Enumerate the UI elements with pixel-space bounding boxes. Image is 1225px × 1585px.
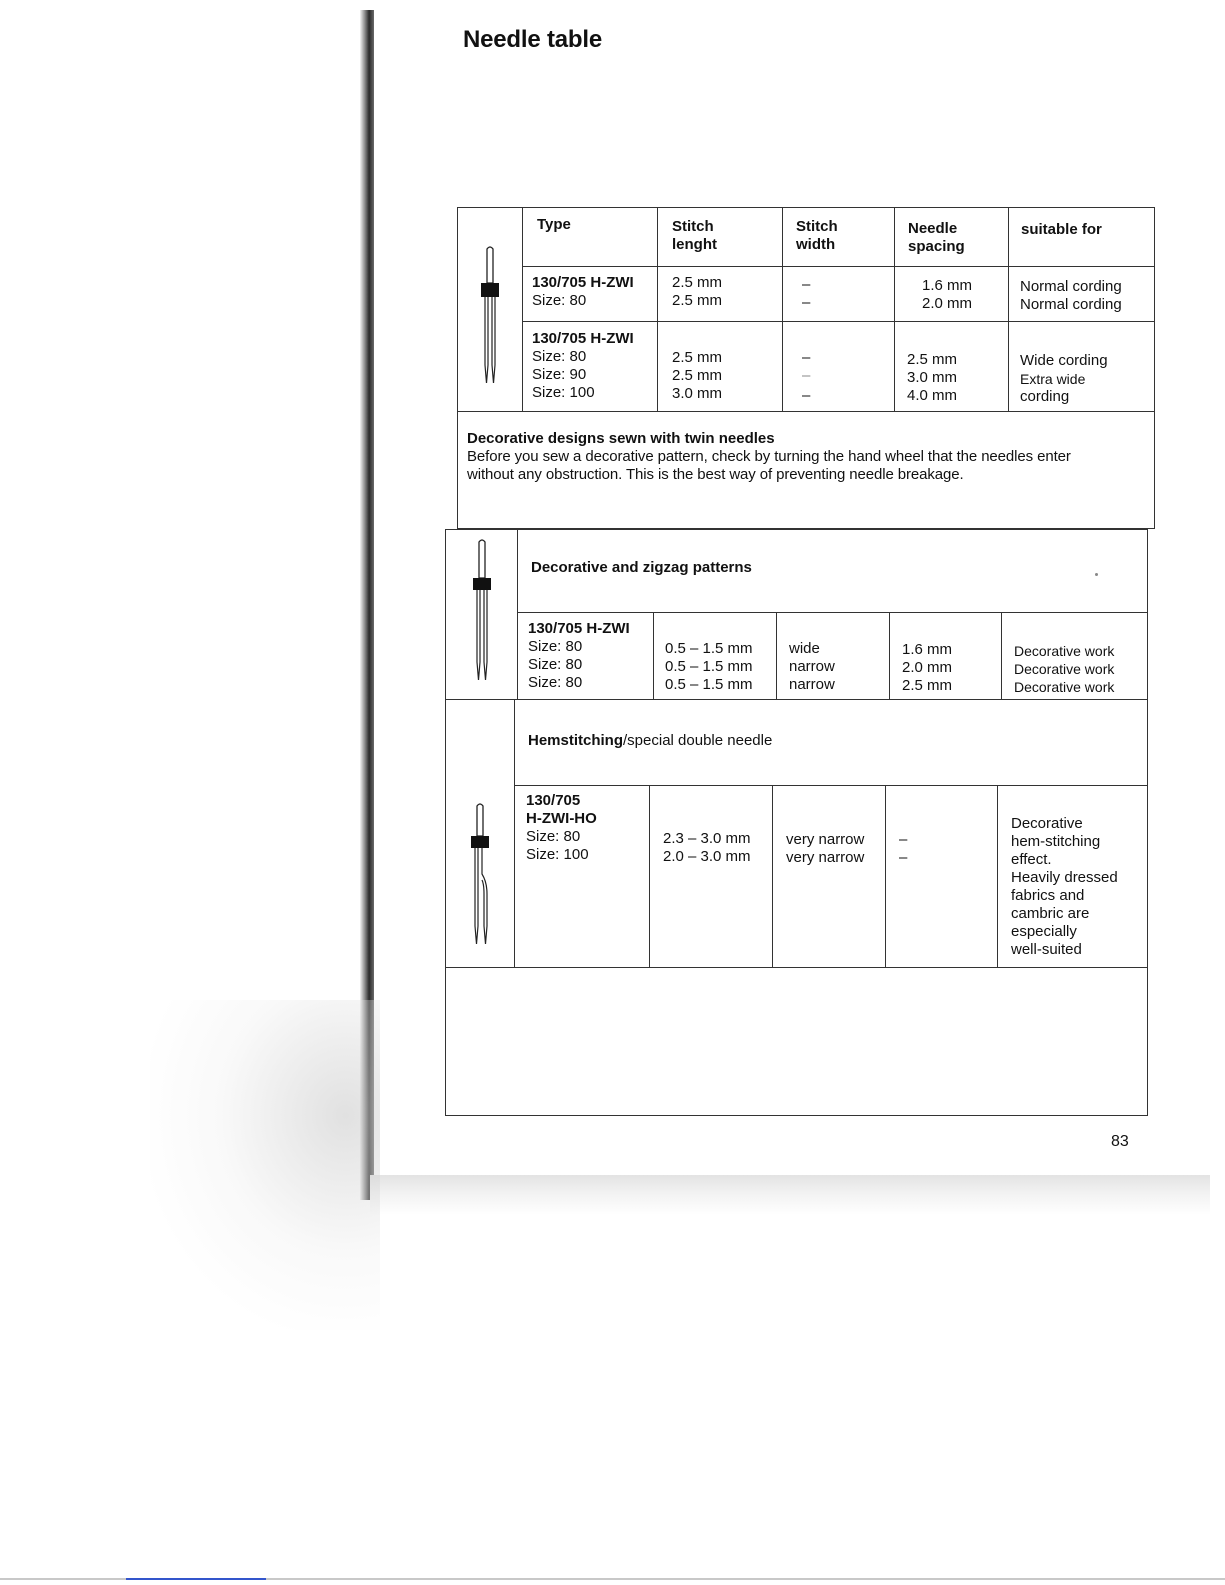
section1-size: Size: 80 — [528, 638, 583, 655]
header-suitable-for: suitable for — [1021, 221, 1102, 238]
row2-stitch-length: 2.5 mm — [672, 349, 723, 366]
section1-stitch-width: narrow — [789, 676, 835, 693]
note-body-line: Before you sew a decorative pattern, check by turning the hand wheel that the needles enter — [467, 448, 1071, 465]
section1-suitable-for: Decorative work — [1014, 643, 1115, 659]
section2-col-divider — [772, 785, 773, 967]
section2-stitch-length: 2.0 – 3.0 mm — [663, 848, 751, 865]
header-type: Type — [537, 216, 571, 233]
table1-bottom-divider — [457, 411, 1155, 412]
row2-size: Size: 80 — [532, 348, 587, 365]
section1-col-divider — [653, 612, 654, 699]
section2-suitable-for: effect. — [1011, 851, 1052, 868]
section2-type-line2: H-ZWI-HO — [526, 810, 597, 827]
section2-needle-spacing: – — [899, 849, 908, 866]
twin-needle-note — [467, 430, 1147, 484]
row1-stitch-length: 2.5 mm — [672, 274, 723, 291]
bottom-edge-mark — [126, 1578, 266, 1580]
section2-heading — [528, 732, 772, 750]
section1-needle-spacing: 2.0 mm — [902, 659, 953, 676]
table2-icon-divider — [517, 529, 518, 699]
section1-stitch-width: wide — [789, 640, 820, 657]
section2-size: Size: 80 — [526, 828, 581, 845]
section1-size: Size: 80 — [528, 674, 583, 691]
row1-stitch-width: – — [802, 294, 811, 311]
page-number: 83 — [1111, 1133, 1129, 1150]
header-stitch-width-line2: width — [796, 236, 836, 253]
section2-suitable-for: hem-stitching — [1011, 833, 1101, 850]
row2-needle-spacing: 2.5 mm — [907, 351, 958, 368]
section1-needle-spacing: 1.6 mm — [902, 641, 953, 658]
header-needle-spacing-line2: spacing — [908, 238, 965, 255]
section1-stitch-width: narrow — [789, 658, 835, 675]
note-title: Decorative designs sewn with twin needles — [467, 430, 775, 447]
section2-suitable-for: well-suited — [1011, 941, 1082, 958]
row2-stitch-length: 2.5 mm — [672, 367, 723, 384]
twin-needle-icon — [478, 245, 502, 385]
row2-type: 130/705 H-ZWI — [532, 330, 634, 347]
section2-needle-spacing: – — [899, 831, 908, 848]
section1-heading-divider — [517, 612, 1148, 613]
section1-type: 130/705 H-ZWI — [528, 620, 630, 637]
scan-smudge — [150, 1000, 380, 1330]
section1-col-divider — [889, 612, 890, 699]
section2-stitch-length: 2.3 – 3.0 mm — [663, 830, 751, 847]
note-body-line: without any obstruction. This is the best way of preventing needle breakage. — [467, 466, 964, 483]
row2-needle-spacing: 3.0 mm — [907, 369, 958, 386]
table1-col-divider — [1008, 207, 1009, 411]
header-stitch-length-line2: lenght — [672, 236, 717, 253]
section1-size: Size: 80 — [528, 656, 583, 673]
section1-stitch-length: 0.5 – 1.5 mm — [665, 658, 753, 675]
row2-suitable-for: Extra wide — [1020, 371, 1086, 387]
twin-needle-icon — [470, 538, 494, 683]
section1-col-divider — [776, 612, 777, 699]
section2-suitable-for: cambric are — [1011, 905, 1090, 922]
row2-needle-spacing: 4.0 mm — [907, 387, 958, 404]
table1-row-divider — [522, 321, 1155, 322]
row1-needle-spacing: 2.0 mm — [922, 295, 973, 312]
row2-stitch-width: – — [802, 349, 811, 366]
table1-col-divider — [657, 207, 658, 411]
row2-suitable-for: cording — [1020, 388, 1070, 405]
section2-suitable-for: especially — [1011, 923, 1077, 940]
row1-suitable-for: Normal cording — [1020, 278, 1122, 295]
row2-size: Size: 100 — [532, 384, 595, 401]
section2-suitable-for: Heavily dressed — [1011, 869, 1118, 886]
section2-size: Size: 100 — [526, 846, 589, 863]
section-divider — [445, 699, 1148, 700]
section1-stitch-length: 0.5 – 1.5 mm — [665, 676, 753, 693]
section2-heading-bold: Hemstitching — [528, 732, 624, 749]
section1-suitable-for: Decorative work — [1014, 679, 1115, 695]
section2-heading-divider — [514, 785, 1148, 786]
scan-speck — [1095, 573, 1098, 576]
section1-heading: Decorative and zigzag patterns — [531, 559, 752, 576]
header-needle-spacing-line1: Needle — [908, 220, 958, 237]
row1-suitable-for: Normal cording — [1020, 296, 1122, 313]
page-title: Needle table — [463, 26, 602, 53]
section1-suitable-for: Decorative work — [1014, 661, 1115, 677]
row2-suitable-for: Wide cording — [1020, 352, 1108, 369]
section1-col-divider — [1001, 612, 1002, 699]
section2-type-line1: 130/705 — [526, 792, 581, 809]
row2-stitch-width: – — [802, 367, 811, 384]
section2-col-divider — [885, 785, 886, 967]
section2-heading-rest: /special double needle — [623, 732, 773, 749]
row2-stitch-length: 3.0 mm — [672, 385, 723, 402]
row1-stitch-length: 2.5 mm — [672, 292, 723, 309]
section1-needle-spacing: 2.5 mm — [902, 677, 953, 694]
table1-col-divider — [782, 207, 783, 411]
section2-suitable-for: Decorative — [1011, 815, 1083, 832]
table1-col-divider — [522, 207, 523, 411]
header-stitch-width-line1: Stitch — [796, 218, 838, 235]
table2-lower-divider — [445, 967, 1148, 968]
section2-stitch-width: very narrow — [786, 831, 865, 848]
row2-size: Size: 90 — [532, 366, 587, 383]
section2-col-divider — [997, 785, 998, 967]
table2-icon-divider — [514, 699, 515, 967]
row1-size: Size: 80 — [532, 292, 587, 309]
row1-type: 130/705 H-ZWI — [532, 274, 634, 291]
row1-needle-spacing: 1.6 mm — [922, 277, 973, 294]
section2-suitable-for: fabrics and — [1011, 887, 1085, 904]
section2-stitch-width: very narrow — [786, 849, 865, 866]
table1-col-divider — [894, 207, 895, 411]
table1-header-divider — [522, 266, 1155, 267]
section2-col-divider — [649, 785, 650, 967]
row1-stitch-width: – — [802, 276, 811, 293]
section1-stitch-length: 0.5 – 1.5 mm — [665, 640, 753, 657]
hemstitch-needle-icon — [467, 802, 493, 947]
row2-stitch-width: – — [802, 387, 811, 404]
page-bottom-shadow — [370, 1175, 1210, 1215]
header-stitch-length-line1: Stitch — [672, 218, 714, 235]
